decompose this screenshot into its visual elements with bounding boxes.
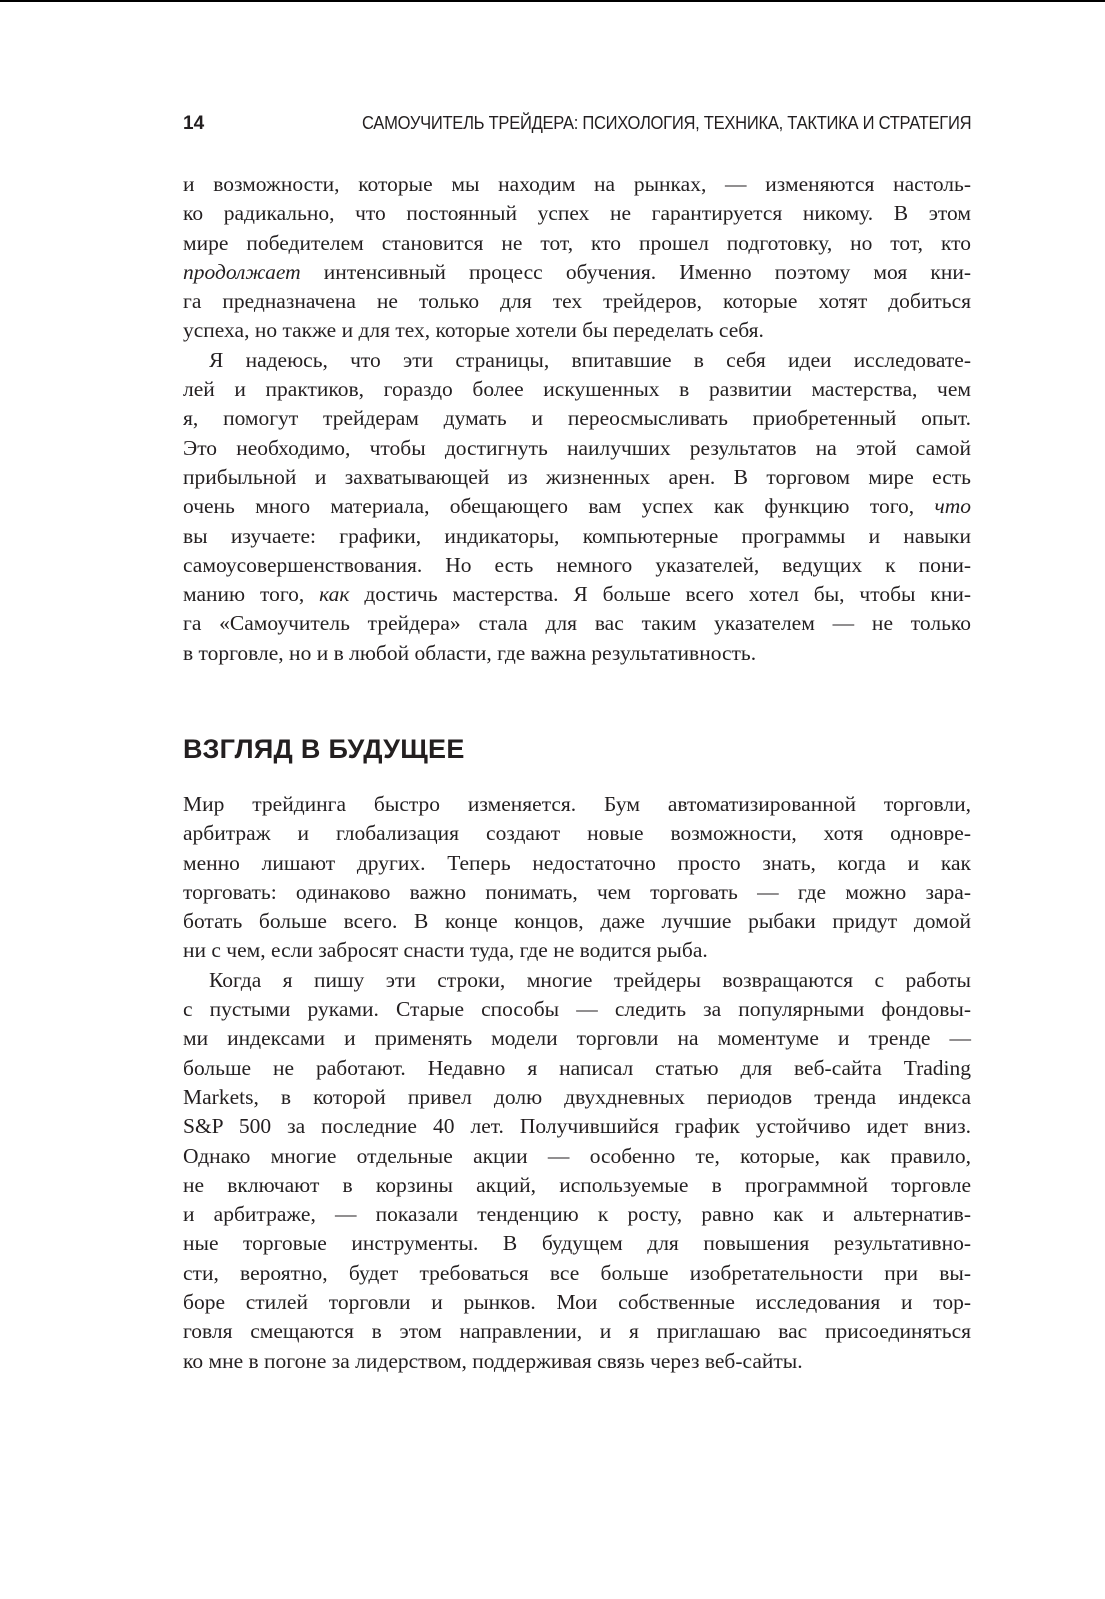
- text-line: в торговле, но и в любой области, где важна результативность.: [183, 640, 757, 665]
- text-line: говля смещаются в этом направлении, и я приглашаю вас присоединяться: [183, 1319, 971, 1344]
- text-line: ко мне в погоне за лидерством, поддерживая связь через веб-сайты.: [183, 1348, 803, 1373]
- text-line: менно лишают других. Теперь недостаточно просто знать, когда и как: [183, 850, 971, 875]
- text-line: ко радикально, что постоянный успех не гарантируется никому. В этом: [183, 201, 971, 226]
- text-line: очень много материала, обещающего вам успех как функцию того, что: [183, 494, 971, 519]
- text-line: Я надеюсь, что эти страницы, впитавшие в себя идеи исследовате-: [209, 347, 971, 372]
- section-2-body: [183, 790, 971, 1376]
- section-1-body: [183, 170, 971, 668]
- running-title: САМОУЧИТЕЛЬ ТРЕЙДЕРА: ПСИХОЛОГИЯ, ТЕХНИКА, ТАКТИКА И СТРАТЕГИЯ: [361, 113, 971, 133]
- text-line: лей и практиков, гораздо более искушенных в развитии мастерства, чем: [183, 377, 971, 402]
- text-line: не включают в корзины акций, используемые в программной торговле: [183, 1172, 971, 1197]
- page-top-border: [0, 0, 1105, 2]
- text-line: ные торговые инструменты. В будущем для повышения результативно-: [183, 1231, 971, 1256]
- text-line: ми индексами и применять модели торговли на моментуме и тренде —: [183, 1026, 971, 1051]
- paragraph: [183, 790, 971, 966]
- text-line: торговать: одинаково важно понимать, чем торговать — где можно зара-: [183, 879, 971, 904]
- text-line: мире победителем становится не тот, кто прошел подготовку, но тот, кто: [183, 230, 971, 255]
- page-number: 14: [183, 113, 205, 134]
- text-line: ни с чем, если забросят снасти туда, где не водится рыба.: [183, 938, 708, 963]
- text-line: успеха, но также и для тех, которые хотели бы переделать себя.: [183, 318, 764, 343]
- text-line: Когда я пишу эти строки, многие трейдеры возвращаются с работы: [209, 967, 971, 992]
- text-line: ботать больше всего. В конце концов, даже лучшие рыбаки придут домой: [183, 909, 971, 934]
- text-line: и возможности, которые мы находим на рынках, — изменяются настоль-: [183, 172, 971, 196]
- text-line: вы изучаете: графики, индикаторы, компьютерные программы и навыки: [183, 523, 971, 548]
- text-line: и арбитраже, — показали тенденцию к росту, равно как и альтернатив-: [183, 1202, 971, 1227]
- text-line: сти, вероятно, будет требоваться все больше изобретательности при вы-: [183, 1260, 971, 1285]
- paragraph: [183, 170, 971, 346]
- text-line: больше не работают. Недавно я написал статью для веб-сайта Trading: [183, 1055, 971, 1080]
- text-line: манию того, как достичь мастерства. Я больше всего хотел бы, чтобы кни-: [183, 582, 971, 607]
- text-line: продолжает интенсивный процесс обучения. Именно поэтому моя кни-: [183, 259, 971, 284]
- text-line: Однако многие отдельные акции — особенно те, которые, как правило,: [183, 1143, 971, 1168]
- paragraph: [183, 346, 971, 668]
- text-line: я, помогут трейдерам думать и переосмысливать приобретенный опыт.: [183, 406, 971, 431]
- running-header: [183, 113, 971, 139]
- text-line: S&P 500 за последние 40 лет. Получившийся график устойчиво идет вниз.: [183, 1114, 971, 1139]
- text-line: Это необходимо, чтобы достигнуть наилучших результатов на этой самой: [183, 435, 971, 460]
- text-line: Мир трейдинга быстро изменяется. Бум автоматизированной торговли,: [183, 792, 971, 816]
- text-line: га «Самоучитель трейдера» стала для вас таким указателем — не только: [183, 611, 971, 636]
- text-line: арбитраж и глобализация создают новые возможности, хотя одновре-: [183, 821, 971, 846]
- text-line: с пустыми руками. Старые способы — следить за популярными фондовы-: [183, 997, 971, 1022]
- text-line: га предназначена не только для тех трейдеров, которые хотят добиться: [183, 289, 971, 314]
- text-line: самоусовершенствования. Но есть немного указателей, ведущих к пони-: [183, 552, 971, 577]
- section-heading: ВЗГЛЯД В БУДУЩЕЕ: [183, 734, 465, 764]
- text-line: Markets, в которой привел долю двухдневных периодов тренда индекса: [183, 1084, 971, 1109]
- text-line: боре стилей торговли и рынков. Мои собственные исследования и тор-: [183, 1290, 971, 1315]
- paragraph: [183, 966, 971, 1376]
- text-line: прибыльной и захватывающей из жизненных арен. В торговом мире есть: [183, 464, 971, 489]
